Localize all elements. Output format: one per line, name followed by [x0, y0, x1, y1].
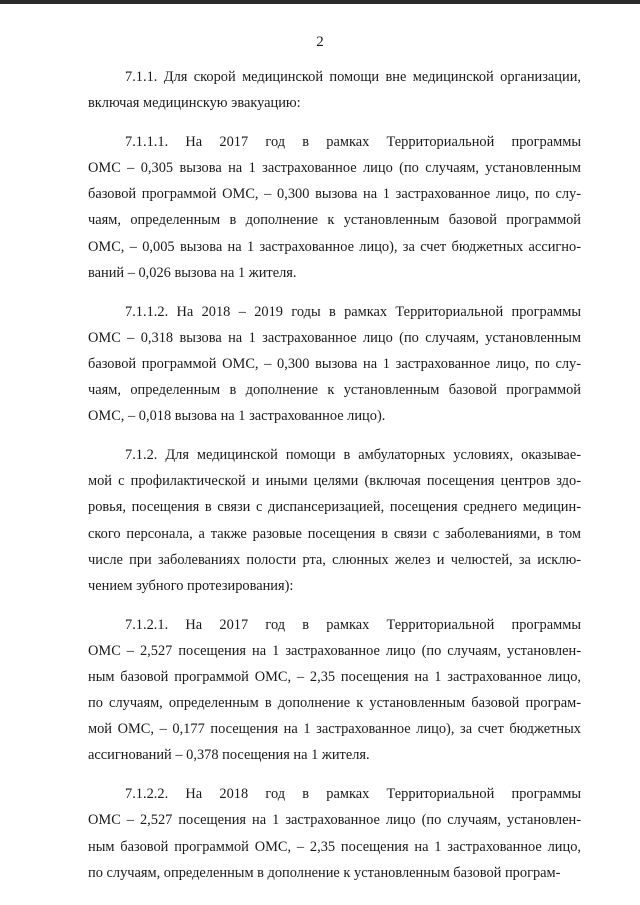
document-body — [88, 64, 581, 886]
paragraph-gap — [88, 286, 581, 299]
paragraph — [88, 781, 581, 885]
text-line: чаям, определенным в дополнение к установленным базовой программой — [88, 382, 581, 399]
text-line: ровья, посещения в связи с диспансеризацией, посещения среднего медицин- — [88, 499, 581, 516]
paragraph-gap — [88, 429, 581, 442]
text-line: ОМС, – 0,018 вызова на 1 застрахованное лицо). — [88, 408, 386, 425]
paragraph — [88, 64, 581, 116]
text-line: ным базовой программой ОМС, – 2,35 посещения на 1 застрахованное лицо, — [88, 668, 581, 685]
paragraph-gap — [88, 599, 581, 612]
text-line: мой с профилактической и иными целями (включая посещения центров здо- — [88, 473, 581, 490]
text-line: 7.1.2.2. На 2018 год в рамках Территориальной программы — [125, 786, 581, 803]
text-line: по случаям, определенным в дополнение к установленным базовой програм- — [88, 695, 581, 712]
text-line: ным базовой программой ОМС, – 2,35 посещения на 1 застрахованное лицо, — [88, 838, 581, 855]
text-line: включая медицинскую эвакуацию: — [88, 95, 301, 112]
text-line: ОМС – 0,305 вызова на 1 застрахованное лицо (по случаям, установленным — [88, 160, 581, 177]
text-line: чением зубного протезирования): — [88, 577, 294, 594]
text-line: ского персонала, а также разовые посещения в связи с заболеваниями, в том — [88, 525, 581, 542]
top-rule — [0, 0, 640, 4]
text-line: ОМС, – 0,005 вызова на 1 застрахованное лицо), за счет бюджетных ассигно- — [88, 238, 581, 255]
text-line: ваний – 0,026 вызова на 1 жителя. — [88, 264, 297, 281]
paragraph — [88, 612, 581, 769]
text-line: ассигнований – 0,378 посещения на 1 жителя. — [88, 747, 370, 764]
paragraph — [88, 442, 581, 599]
text-line: ОМС – 2,527 посещения на 1 застрахованное лицо (по случаям, установлен- — [88, 812, 581, 829]
text-line: базовой программой ОМС, – 0,300 вызова на 1 застрахованное лицо, по слу- — [88, 186, 581, 203]
page-number: 2 — [316, 34, 324, 50]
text-line: чаям, определенным в дополнение к установленным базовой программой — [88, 212, 581, 229]
paragraph — [88, 299, 581, 429]
paragraph-gap — [88, 768, 581, 781]
text-line: 7.1.1.1. На 2017 год в рамках Территориальной программы — [125, 134, 581, 151]
paragraph — [88, 129, 581, 286]
text-line: ОМС – 2,527 посещения на 1 застрахованное лицо (по случаям, установлен- — [88, 642, 581, 659]
text-line: 7.1.2. Для медицинской помощи в амбулаторных условиях, оказывае- — [125, 447, 581, 464]
text-line: базовой программой ОМС, – 0,300 вызова на 1 застрахованное лицо, по слу- — [88, 355, 581, 372]
text-line: 7.1.1. Для скорой медицинской помощи вне медицинской организации, — [125, 69, 581, 85]
text-line: ОМС – 0,318 вызова на 1 застрахованное лицо (по случаям, установленным — [88, 329, 581, 346]
text-line: 7.1.1.2. На 2018 – 2019 годы в рамках Территориальной программы — [125, 303, 581, 320]
paragraph-gap — [88, 116, 581, 129]
text-line: числе при заболеваниях полости рта, слюнных желез и челюстей, за исклю- — [88, 551, 581, 568]
text-line: мой ОМС, – 0,177 посещения на 1 застрахованное лицо), за счет бюджетных — [88, 721, 581, 738]
text-line: по случаям, определенным в дополнение к установленным базовой програм- — [88, 864, 561, 881]
text-line: 7.1.2.1. На 2017 год в рамках Территориальной программы — [125, 616, 581, 633]
